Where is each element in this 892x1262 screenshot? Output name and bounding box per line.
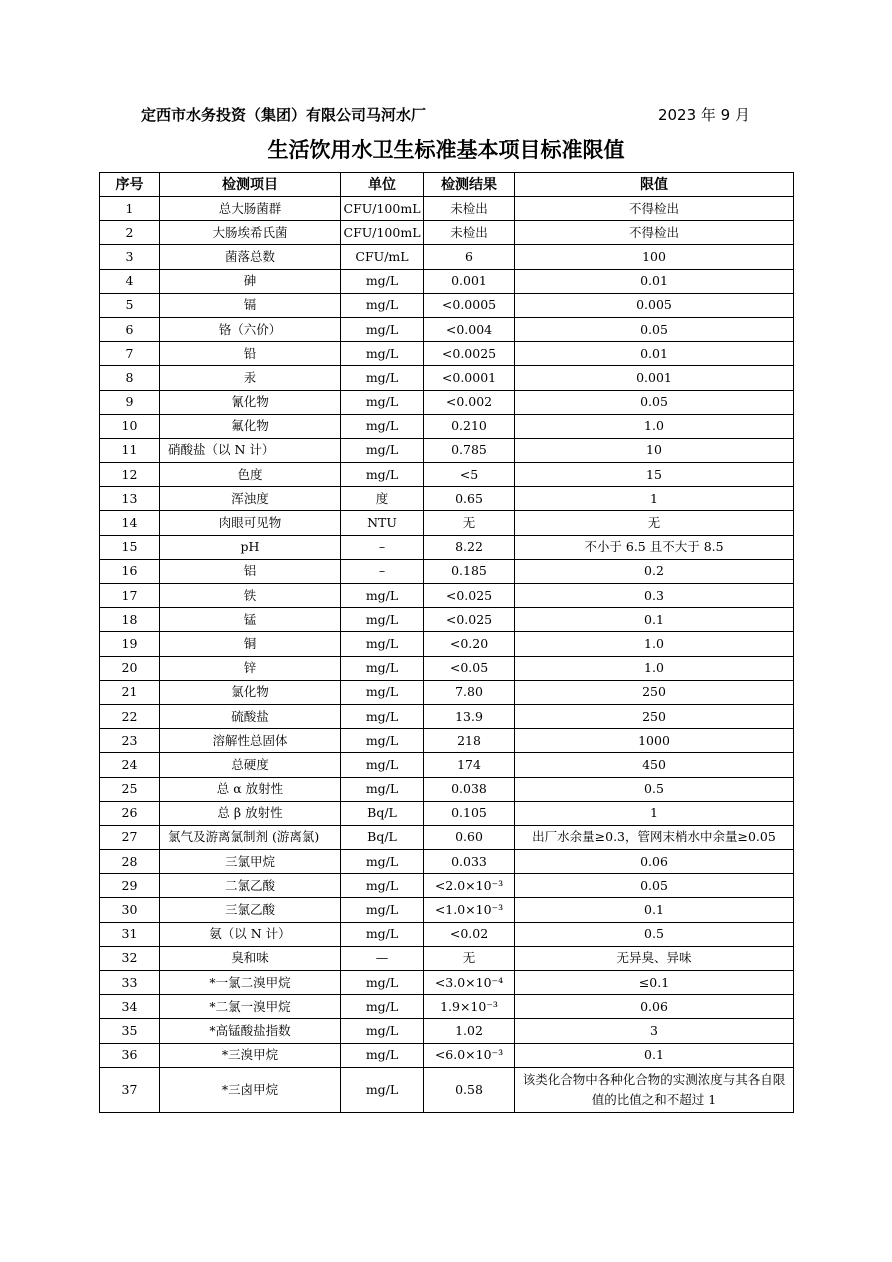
cell-unit: mg/L bbox=[341, 995, 424, 1019]
cell-unit: mg/L bbox=[341, 898, 424, 922]
table-row bbox=[100, 245, 794, 269]
document-title: 生活饮用水卫生标准基本项目标准限值 bbox=[267, 138, 625, 162]
organization-name: 定西市水务投资（集团）有限公司马河水厂 bbox=[141, 106, 427, 124]
cell-item: 三氯甲烷 bbox=[160, 850, 341, 874]
cell-index: 19 bbox=[100, 632, 160, 656]
cell-unit: mg/L bbox=[341, 366, 424, 390]
cell-item: 氟化物 bbox=[160, 414, 341, 438]
cell-unit: mg/L bbox=[341, 753, 424, 777]
cell-index: 33 bbox=[100, 971, 160, 995]
cell-unit: mg/L bbox=[341, 1067, 424, 1112]
cell-item: 汞 bbox=[160, 366, 341, 390]
cell-item: pH bbox=[160, 535, 341, 559]
cell-result: 0.785 bbox=[424, 438, 515, 462]
cell-item: 总 β 放射性 bbox=[160, 801, 341, 825]
cell-index: 4 bbox=[100, 269, 160, 293]
table-row bbox=[100, 729, 794, 753]
table-row bbox=[100, 414, 794, 438]
table-row bbox=[100, 850, 794, 874]
cell-limit: ≤0.1 bbox=[515, 971, 794, 995]
table-row bbox=[100, 366, 794, 390]
column-header-item: 检测项目 bbox=[160, 173, 341, 197]
cell-result: 无 bbox=[424, 946, 515, 970]
cell-unit: mg/L bbox=[341, 293, 424, 317]
cell-index: 9 bbox=[100, 390, 160, 414]
cell-index: 34 bbox=[100, 995, 160, 1019]
cell-result: 0.210 bbox=[424, 414, 515, 438]
table-row bbox=[100, 317, 794, 341]
cell-unit: mg/L bbox=[341, 632, 424, 656]
table-row bbox=[100, 1067, 794, 1112]
report-date: 2023 年 9 月 bbox=[657, 106, 750, 124]
cell-limit: 0.01 bbox=[515, 342, 794, 366]
cell-item: 菌落总数 bbox=[160, 245, 341, 269]
table-row bbox=[100, 922, 794, 946]
table-row bbox=[100, 971, 794, 995]
table-row bbox=[100, 704, 794, 728]
cell-index: 6 bbox=[100, 317, 160, 341]
cell-result: <0.0001 bbox=[424, 366, 515, 390]
table-row bbox=[100, 293, 794, 317]
cell-item: *二氯一溴甲烷 bbox=[160, 995, 341, 1019]
cell-result: 1.02 bbox=[424, 1019, 515, 1043]
table-row bbox=[100, 221, 794, 245]
cell-result: <0.0025 bbox=[424, 342, 515, 366]
cell-limit: 不小于 6.5 且不大于 8.5 bbox=[515, 535, 794, 559]
cell-index: 11 bbox=[100, 438, 160, 462]
cell-item: 铝 bbox=[160, 559, 341, 583]
cell-limit: 不得检出 bbox=[515, 221, 794, 245]
table-row bbox=[100, 898, 794, 922]
table-header-row bbox=[100, 173, 794, 197]
cell-unit: mg/L bbox=[341, 414, 424, 438]
cell-index: 15 bbox=[100, 535, 160, 559]
cell-limit: 0.001 bbox=[515, 366, 794, 390]
cell-unit: mg/L bbox=[341, 438, 424, 462]
cell-item: 大肠埃希氏菌 bbox=[160, 221, 341, 245]
cell-result: 0.001 bbox=[424, 269, 515, 293]
cell-index: 3 bbox=[100, 245, 160, 269]
cell-result: 1.9×10⁻³ bbox=[424, 995, 515, 1019]
cell-item: 铅 bbox=[160, 342, 341, 366]
cell-unit: CFU/100mL bbox=[341, 197, 424, 221]
cell-limit: 0.5 bbox=[515, 922, 794, 946]
cell-result: 未检出 bbox=[424, 197, 515, 221]
cell-limit: 250 bbox=[515, 704, 794, 728]
water-quality-table bbox=[99, 172, 794, 1113]
cell-result: <0.20 bbox=[424, 632, 515, 656]
cell-index: 10 bbox=[100, 414, 160, 438]
cell-result: <0.004 bbox=[424, 317, 515, 341]
cell-unit: 度 bbox=[341, 487, 424, 511]
cell-index: 21 bbox=[100, 680, 160, 704]
cell-unit: mg/L bbox=[341, 269, 424, 293]
cell-unit: mg/L bbox=[341, 656, 424, 680]
cell-limit: 1.0 bbox=[515, 632, 794, 656]
cell-index: 24 bbox=[100, 753, 160, 777]
column-header-index: 序号 bbox=[100, 173, 160, 197]
table-row bbox=[100, 438, 794, 462]
cell-result: <0.025 bbox=[424, 608, 515, 632]
cell-unit: mg/L bbox=[341, 317, 424, 341]
column-header-limit: 限值 bbox=[515, 173, 794, 197]
table-row bbox=[100, 801, 794, 825]
cell-index: 13 bbox=[100, 487, 160, 511]
cell-unit: mg/L bbox=[341, 680, 424, 704]
table-row bbox=[100, 777, 794, 801]
cell-unit: mg/L bbox=[341, 1019, 424, 1043]
cell-unit: mg/L bbox=[341, 584, 424, 608]
cell-result: 0.60 bbox=[424, 825, 515, 849]
cell-item: *三卤甲烷 bbox=[160, 1067, 341, 1112]
cell-result: 218 bbox=[424, 729, 515, 753]
table-row bbox=[100, 584, 794, 608]
cell-unit: – bbox=[341, 559, 424, 583]
cell-index: 32 bbox=[100, 946, 160, 970]
cell-item: *三溴甲烷 bbox=[160, 1043, 341, 1067]
cell-item: 氨（以 N 计） bbox=[160, 922, 341, 946]
cell-index: 12 bbox=[100, 463, 160, 487]
cell-item: 浑浊度 bbox=[160, 487, 341, 511]
cell-item: 氰化物 bbox=[160, 390, 341, 414]
cell-limit: 0.1 bbox=[515, 608, 794, 632]
cell-index: 35 bbox=[100, 1019, 160, 1043]
cell-result: 7.80 bbox=[424, 680, 515, 704]
table-row bbox=[100, 511, 794, 535]
table-row bbox=[100, 535, 794, 559]
cell-item: 二氯乙酸 bbox=[160, 874, 341, 898]
cell-index: 18 bbox=[100, 608, 160, 632]
cell-unit: mg/L bbox=[341, 704, 424, 728]
cell-unit: mg/L bbox=[341, 971, 424, 995]
cell-item: 锰 bbox=[160, 608, 341, 632]
cell-limit: 0.05 bbox=[515, 874, 794, 898]
cell-result: <0.002 bbox=[424, 390, 515, 414]
cell-result: <2.0×10⁻³ bbox=[424, 874, 515, 898]
table-row bbox=[100, 608, 794, 632]
cell-limit: 10 bbox=[515, 438, 794, 462]
cell-limit: 1.0 bbox=[515, 656, 794, 680]
cell-limit: 该类化合物中各种化合物的实测浓度与其各自限值的比值之和不超过 1 bbox=[515, 1067, 794, 1112]
cell-result: 0.033 bbox=[424, 850, 515, 874]
table-row bbox=[100, 269, 794, 293]
cell-result: <0.05 bbox=[424, 656, 515, 680]
cell-index: 29 bbox=[100, 874, 160, 898]
cell-item: 肉眼可见物 bbox=[160, 511, 341, 535]
cell-result: 8.22 bbox=[424, 535, 515, 559]
cell-limit: 0.5 bbox=[515, 777, 794, 801]
table-row bbox=[100, 390, 794, 414]
cell-item: 铁 bbox=[160, 584, 341, 608]
cell-unit: Bq/L bbox=[341, 825, 424, 849]
cell-limit: 15 bbox=[515, 463, 794, 487]
cell-result: <3.0×10⁻⁴ bbox=[424, 971, 515, 995]
cell-result: 13.9 bbox=[424, 704, 515, 728]
table-row bbox=[100, 874, 794, 898]
cell-item: 锌 bbox=[160, 656, 341, 680]
cell-result: <6.0×10⁻³ bbox=[424, 1043, 515, 1067]
cell-item: 总硬度 bbox=[160, 753, 341, 777]
cell-limit: 0.01 bbox=[515, 269, 794, 293]
cell-item: 臭和味 bbox=[160, 946, 341, 970]
cell-index: 8 bbox=[100, 366, 160, 390]
cell-limit: 1 bbox=[515, 487, 794, 511]
cell-result: 0.038 bbox=[424, 777, 515, 801]
cell-index: 20 bbox=[100, 656, 160, 680]
table-row bbox=[100, 825, 794, 849]
cell-index: 36 bbox=[100, 1043, 160, 1067]
cell-unit: mg/L bbox=[341, 729, 424, 753]
table-row bbox=[100, 487, 794, 511]
cell-item: 总大肠菌群 bbox=[160, 197, 341, 221]
cell-result: 未检出 bbox=[424, 221, 515, 245]
cell-limit: 不得检出 bbox=[515, 197, 794, 221]
cell-unit: mg/L bbox=[341, 342, 424, 366]
table-row bbox=[100, 632, 794, 656]
cell-item: 铜 bbox=[160, 632, 341, 656]
table-body bbox=[100, 197, 794, 1113]
cell-result: <0.025 bbox=[424, 584, 515, 608]
cell-index: 23 bbox=[100, 729, 160, 753]
cell-item: 总 α 放射性 bbox=[160, 777, 341, 801]
cell-result: 无 bbox=[424, 511, 515, 535]
cell-unit: mg/L bbox=[341, 1043, 424, 1067]
cell-unit: CFU/mL bbox=[341, 245, 424, 269]
cell-item: 砷 bbox=[160, 269, 341, 293]
cell-unit: mg/L bbox=[341, 608, 424, 632]
cell-index: 26 bbox=[100, 801, 160, 825]
cell-item: 氯化物 bbox=[160, 680, 341, 704]
cell-result: <5 bbox=[424, 463, 515, 487]
cell-unit: mg/L bbox=[341, 922, 424, 946]
cell-limit: 3 bbox=[515, 1019, 794, 1043]
cell-index: 1 bbox=[100, 197, 160, 221]
column-header-unit: 单位 bbox=[341, 173, 424, 197]
cell-index: 37 bbox=[100, 1067, 160, 1112]
cell-unit: NTU bbox=[341, 511, 424, 535]
table-row bbox=[100, 680, 794, 704]
cell-limit: 1 bbox=[515, 801, 794, 825]
cell-limit: 100 bbox=[515, 245, 794, 269]
table-row bbox=[100, 753, 794, 777]
cell-unit: Bq/L bbox=[341, 801, 424, 825]
cell-item: 溶解性总固体 bbox=[160, 729, 341, 753]
cell-limit: 0.1 bbox=[515, 898, 794, 922]
table-row bbox=[100, 559, 794, 583]
cell-index: 16 bbox=[100, 559, 160, 583]
cell-item: *高锰酸盐指数 bbox=[160, 1019, 341, 1043]
cell-unit: mg/L bbox=[341, 390, 424, 414]
cell-index: 30 bbox=[100, 898, 160, 922]
cell-unit: mg/L bbox=[341, 777, 424, 801]
cell-index: 14 bbox=[100, 511, 160, 535]
cell-limit: 无异臭、异味 bbox=[515, 946, 794, 970]
cell-unit: — bbox=[341, 946, 424, 970]
table-row bbox=[100, 463, 794, 487]
cell-result: 174 bbox=[424, 753, 515, 777]
cell-index: 28 bbox=[100, 850, 160, 874]
cell-item: *一氯二溴甲烷 bbox=[160, 971, 341, 995]
cell-unit: mg/L bbox=[341, 850, 424, 874]
cell-limit: 0.05 bbox=[515, 390, 794, 414]
cell-limit: 1000 bbox=[515, 729, 794, 753]
cell-unit: mg/L bbox=[341, 463, 424, 487]
cell-limit: 0.1 bbox=[515, 1043, 794, 1067]
table-row bbox=[100, 342, 794, 366]
cell-index: 27 bbox=[100, 825, 160, 849]
table-row bbox=[100, 1043, 794, 1067]
cell-result: <0.02 bbox=[424, 922, 515, 946]
cell-index: 25 bbox=[100, 777, 160, 801]
cell-limit: 0.05 bbox=[515, 317, 794, 341]
cell-limit: 0.06 bbox=[515, 995, 794, 1019]
cell-result: <0.0005 bbox=[424, 293, 515, 317]
cell-limit: 1.0 bbox=[515, 414, 794, 438]
cell-unit: mg/L bbox=[341, 874, 424, 898]
column-header-result: 检测结果 bbox=[424, 173, 515, 197]
cell-limit: 0.2 bbox=[515, 559, 794, 583]
cell-index: 7 bbox=[100, 342, 160, 366]
cell-index: 2 bbox=[100, 221, 160, 245]
cell-index: 17 bbox=[100, 584, 160, 608]
cell-result: 0.65 bbox=[424, 487, 515, 511]
cell-limit: 无 bbox=[515, 511, 794, 535]
cell-result: <1.0×10⁻³ bbox=[424, 898, 515, 922]
table-row bbox=[100, 995, 794, 1019]
cell-item: 镉 bbox=[160, 293, 341, 317]
cell-result: 6 bbox=[424, 245, 515, 269]
cell-item: 硫酸盐 bbox=[160, 704, 341, 728]
cell-unit: CFU/100mL bbox=[341, 221, 424, 245]
cell-unit: – bbox=[341, 535, 424, 559]
table-row bbox=[100, 656, 794, 680]
cell-item: 色度 bbox=[160, 463, 341, 487]
table-row bbox=[100, 1019, 794, 1043]
cell-result: 0.58 bbox=[424, 1067, 515, 1112]
cell-limit: 0.005 bbox=[515, 293, 794, 317]
cell-index: 5 bbox=[100, 293, 160, 317]
cell-index: 22 bbox=[100, 704, 160, 728]
cell-result: 0.185 bbox=[424, 559, 515, 583]
cell-limit: 0.06 bbox=[515, 850, 794, 874]
cell-item: 铬（六价） bbox=[160, 317, 341, 341]
cell-item: 三氯乙酸 bbox=[160, 898, 341, 922]
cell-limit: 0.3 bbox=[515, 584, 794, 608]
cell-index: 31 bbox=[100, 922, 160, 946]
cell-limit: 450 bbox=[515, 753, 794, 777]
table-row bbox=[100, 197, 794, 221]
cell-result: 0.105 bbox=[424, 801, 515, 825]
cell-item: 氯气及游离氯制剂 (游离氯) bbox=[160, 825, 341, 849]
cell-item: 硝酸盐（以 N 计） bbox=[160, 438, 341, 462]
cell-limit: 250 bbox=[515, 680, 794, 704]
table-row bbox=[100, 946, 794, 970]
cell-limit: 出厂水余量≥0.3，管网末梢水中余量≥0.05 bbox=[515, 825, 794, 849]
